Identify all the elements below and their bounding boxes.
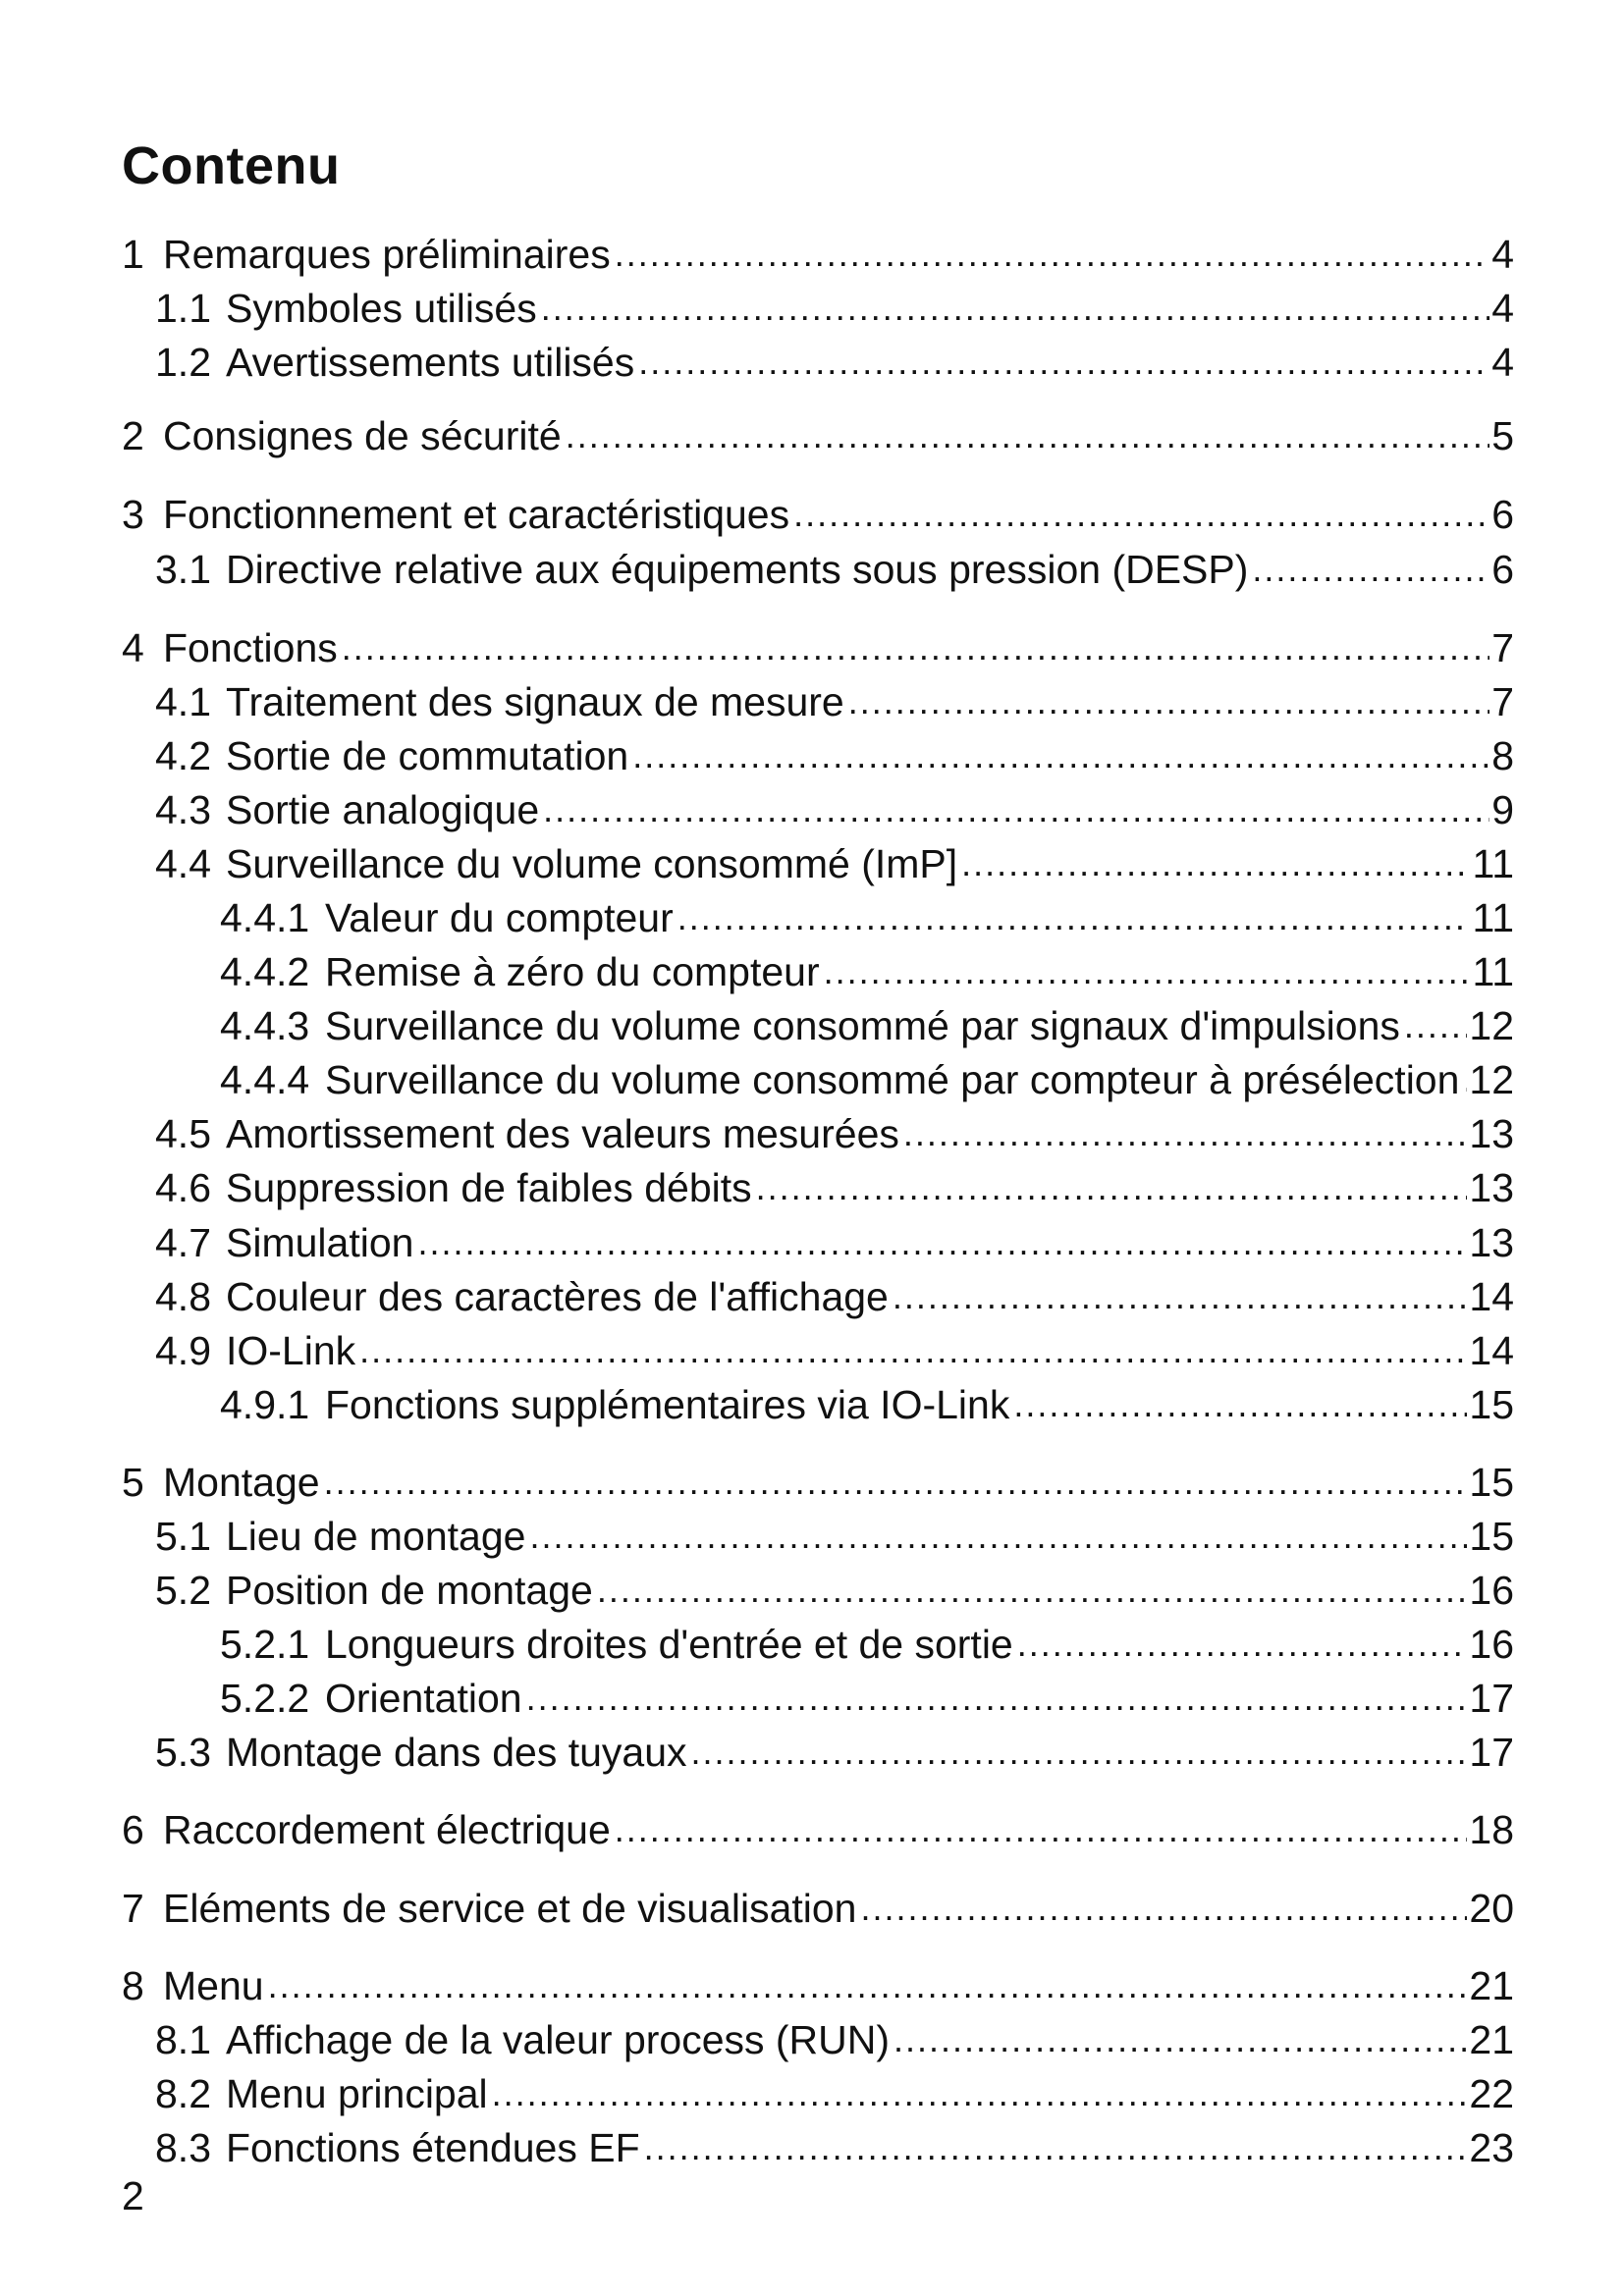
toc-entry-label: Amortissement des valeurs mesurées <box>226 1111 899 1156</box>
toc-entry-page: 18 <box>1469 1807 1514 1852</box>
toc-entry-number: 5.1 <box>155 1514 211 1559</box>
toc-entry-number: 4.6 <box>155 1165 211 1210</box>
toc-entry-number: 5 <box>122 1460 144 1505</box>
dot-leader <box>543 788 1489 831</box>
toc-entry-number: 4.4 <box>155 841 211 886</box>
toc-entry-label: Fonctions supplémentaires via IO-Link <box>325 1382 1010 1427</box>
toc-entry-number: 3 <box>122 492 144 537</box>
toc-entry-page: 21 <box>1469 2017 1514 2062</box>
toc-entry-number: 8.3 <box>155 2125 211 2170</box>
toc-entry-page: 6 <box>1491 492 1514 537</box>
toc-entry-page: 8 <box>1491 733 1514 778</box>
toc-entry-label: Consignes de sécurité <box>163 413 562 458</box>
toc-entry-4-4-4 <box>220 1058 1514 1101</box>
toc-entry-label: Sortie de commutation <box>226 733 629 778</box>
toc-entry-label: Fonctions <box>163 625 338 670</box>
dot-leader <box>824 950 1471 993</box>
toc-entry-number: 4.4.4 <box>220 1057 310 1102</box>
toc-entry-label: Eléments de service et de visualisation <box>163 1886 857 1931</box>
toc-entry-number: 2 <box>122 413 144 458</box>
toc-entry-number: 5.2.2 <box>220 1676 310 1721</box>
toc-entry-page: 21 <box>1469 1963 1514 2008</box>
dot-leader <box>848 680 1489 723</box>
dot-leader <box>529 1515 1467 1558</box>
dot-leader <box>417 1221 1467 1264</box>
toc-entry-4-5 <box>155 1112 1514 1155</box>
toc-entry-number: 5.2.1 <box>220 1622 310 1667</box>
dot-leader <box>566 414 1490 457</box>
toc-entry-label: Surveillance du volume consommé par compteur à présélection <box>325 1057 1460 1102</box>
toc-entry-page: 4 <box>1491 286 1514 331</box>
toc-entry-3 <box>122 493 1514 536</box>
toc-entry-label: Montage <box>163 1460 320 1505</box>
toc-entry-page: 13 <box>1469 1111 1514 1156</box>
toc-entry-5-3 <box>155 1731 1514 1774</box>
toc-entry-page: 13 <box>1469 1165 1514 1210</box>
dot-leader <box>632 734 1489 777</box>
toc-entry-label: Raccordement électrique <box>163 1807 611 1852</box>
dot-leader <box>1013 1383 1467 1426</box>
toc-entry-number: 4 <box>122 625 144 670</box>
toc-entry-page: 14 <box>1469 1274 1514 1319</box>
toc-entry-4-9 <box>155 1329 1514 1372</box>
toc-entry-number: 4.4.1 <box>220 895 310 940</box>
toc-entry-8-3 <box>155 2126 1514 2169</box>
toc-entry-3-1 <box>155 548 1514 591</box>
toc-entry-number: 3.1 <box>155 547 211 592</box>
toc-entry-label: Couleur des caractères de l'affichage <box>226 1274 889 1319</box>
toc-entry-page: 4 <box>1491 232 1514 277</box>
dot-leader <box>359 1329 1467 1372</box>
dot-leader <box>638 341 1489 384</box>
toc-entry-page: 11 <box>1472 895 1514 940</box>
toc-entry-label: Directive relative aux équipements sous pression (DESP) <box>226 547 1249 592</box>
toc-entry-page: 20 <box>1469 1886 1514 1931</box>
dot-leader <box>1404 1004 1468 1047</box>
toc-entry-label: Menu principal <box>226 2071 488 2116</box>
toc-entry-number: 8.1 <box>155 2017 211 2062</box>
dot-leader <box>644 2126 1468 2169</box>
dot-leader <box>1017 1623 1468 1666</box>
toc-entry-label: Avertissements utilisés <box>226 340 635 385</box>
dot-leader <box>793 493 1489 536</box>
toc-entry-1-2 <box>155 341 1514 384</box>
toc-entry-number: 4.8 <box>155 1274 211 1319</box>
dot-leader <box>526 1677 1468 1720</box>
toc-entry-page: 16 <box>1469 1622 1514 1667</box>
dot-leader <box>342 626 1489 669</box>
toc-entry-label: Affichage de la valeur process (RUN) <box>226 2017 891 2062</box>
toc-entry-page: 15 <box>1469 1382 1514 1427</box>
toc-entry-number: 6 <box>122 1807 144 1852</box>
toc-entry-page: 6 <box>1491 547 1514 592</box>
toc-entry-page: 5 <box>1491 413 1514 458</box>
dot-leader <box>893 1275 1468 1318</box>
toc-entry-4-4 <box>155 842 1514 885</box>
toc-entry-4-2 <box>155 734 1514 777</box>
toc-entry-label: Suppression de faibles débits <box>226 1165 752 1210</box>
toc-entry-4-4-1 <box>220 896 1514 939</box>
toc-entry-page: 23 <box>1469 2125 1514 2170</box>
toc-entry-label: Remarques préliminaires <box>163 232 611 277</box>
toc-entry-4-4-2 <box>220 950 1514 993</box>
dot-leader <box>1463 1058 1467 1101</box>
toc-entry-page: 17 <box>1469 1730 1514 1775</box>
toc-entry-label: Fonctions étendues EF <box>226 2125 640 2170</box>
toc-entry-label: Sortie analogique <box>226 787 540 832</box>
dot-leader <box>677 896 1471 939</box>
toc-entry-page: 7 <box>1491 625 1514 670</box>
toc-entry-label: Remise à zéro du compteur <box>325 949 820 994</box>
dot-leader <box>1252 548 1489 591</box>
toc-entry-page: 15 <box>1469 1460 1514 1505</box>
toc-entry-label: Simulation <box>226 1220 414 1265</box>
toc-entry-number: 4.7 <box>155 1220 211 1265</box>
dot-leader <box>691 1731 1468 1774</box>
dot-leader <box>597 1569 1468 1612</box>
toc-entry-number: 8.2 <box>155 2071 211 2116</box>
dot-leader <box>541 287 1489 330</box>
toc-entry-number: 4.2 <box>155 733 211 778</box>
dot-leader <box>615 1808 1468 1851</box>
toc-entry-label: Surveillance du volume consommé par signaux d'impulsions <box>325 1003 1400 1048</box>
toc-entry-label: Lieu de montage <box>226 1514 526 1559</box>
page-title: Contenu <box>122 136 341 195</box>
toc-entry-4-8 <box>155 1275 1514 1318</box>
toc-entry-4-4-3 <box>220 1004 1514 1047</box>
toc-entry-label: Valeur du compteur <box>325 895 674 940</box>
toc-entry-page: 7 <box>1491 679 1514 724</box>
toc-entry-number: 4.9 <box>155 1328 211 1373</box>
dot-leader <box>860 1887 1467 1930</box>
toc-entry-number: 4.1 <box>155 679 211 724</box>
toc-entry-page: 13 <box>1469 1220 1514 1265</box>
toc-entry-number: 4.4.2 <box>220 949 310 994</box>
toc-entry-label: Surveillance du volume consommé (ImP] <box>226 841 958 886</box>
toc-entry-5-2-1 <box>220 1623 1514 1666</box>
toc-entry-number: 4.3 <box>155 787 211 832</box>
toc-entry-7 <box>122 1887 1514 1930</box>
toc-entry-4-9-1 <box>220 1383 1514 1426</box>
dot-leader <box>492 2072 1468 2115</box>
toc-entry-number: 5.3 <box>155 1730 211 1775</box>
toc-entry-number: 1.1 <box>155 286 211 331</box>
toc-entry-label: Symboles utilisés <box>226 286 537 331</box>
toc-entry-number: 1.2 <box>155 340 211 385</box>
toc-entry-label: Longueurs droites d'entrée et de sortie <box>325 1622 1013 1667</box>
dot-leader <box>756 1166 1468 1209</box>
toc-entry-8 <box>122 1964 1514 2007</box>
toc-entry-4-1 <box>155 680 1514 723</box>
toc-entry-page: 12 <box>1469 1057 1514 1102</box>
toc-entry-5-2 <box>155 1569 1514 1612</box>
toc-entry-label: Traitement des signaux de mesure <box>226 679 844 724</box>
toc-entry-4-7 <box>155 1221 1514 1264</box>
dot-leader <box>893 2018 1467 2061</box>
toc-entry-number: 1 <box>122 232 144 277</box>
page-number: 2 <box>122 2173 144 2218</box>
toc-entry-page: 16 <box>1469 1568 1514 1613</box>
toc-entry-label: Montage dans des tuyaux <box>226 1730 687 1775</box>
toc-entry-page: 15 <box>1469 1514 1514 1559</box>
dot-leader <box>268 1964 1468 2007</box>
toc-entry-page: 9 <box>1491 787 1514 832</box>
toc-entry-1-1 <box>155 287 1514 330</box>
toc-entry-label: Orientation <box>325 1676 522 1721</box>
toc-entry-page: 11 <box>1472 949 1514 994</box>
toc-entry-label: Menu <box>163 1963 264 2008</box>
toc-entry-page: 12 <box>1469 1003 1514 1048</box>
toc-entry-number: 4.4.3 <box>220 1003 310 1048</box>
toc-entry-2 <box>122 414 1514 457</box>
dot-leader <box>961 842 1470 885</box>
toc-entry-5-1 <box>155 1515 1514 1558</box>
toc-entry-number: 5.2 <box>155 1568 211 1613</box>
toc-entry-label: IO-Link <box>226 1328 356 1373</box>
toc-entry-4 <box>122 626 1514 669</box>
toc-entry-8-1 <box>155 2018 1514 2061</box>
dot-leader <box>903 1112 1468 1155</box>
toc-entry-4-3 <box>155 788 1514 831</box>
toc-entry-4-6 <box>155 1166 1514 1209</box>
toc-entry-label: Fonctionnement et caractéristiques <box>163 492 790 537</box>
toc-entry-page: 4 <box>1491 340 1514 385</box>
toc-entry-page: 11 <box>1472 841 1514 886</box>
toc-entry-1 <box>122 233 1514 276</box>
toc-entry-number: 8 <box>122 1963 144 2008</box>
toc-entry-6 <box>122 1808 1514 1851</box>
toc-entry-label: Position de montage <box>226 1568 593 1613</box>
toc-entry-number: 4.5 <box>155 1111 211 1156</box>
toc-entry-5 <box>122 1461 1514 1504</box>
toc-entry-5-2-2 <box>220 1677 1514 1720</box>
toc-entry-page: 22 <box>1469 2071 1514 2116</box>
dot-leader <box>324 1461 1468 1504</box>
toc-entry-number: 4.9.1 <box>220 1382 310 1427</box>
toc-entry-8-2 <box>155 2072 1514 2115</box>
toc-entry-number: 7 <box>122 1886 144 1931</box>
toc-entry-page: 17 <box>1469 1676 1514 1721</box>
toc-entry-page: 14 <box>1469 1328 1514 1373</box>
dot-leader <box>615 233 1489 276</box>
